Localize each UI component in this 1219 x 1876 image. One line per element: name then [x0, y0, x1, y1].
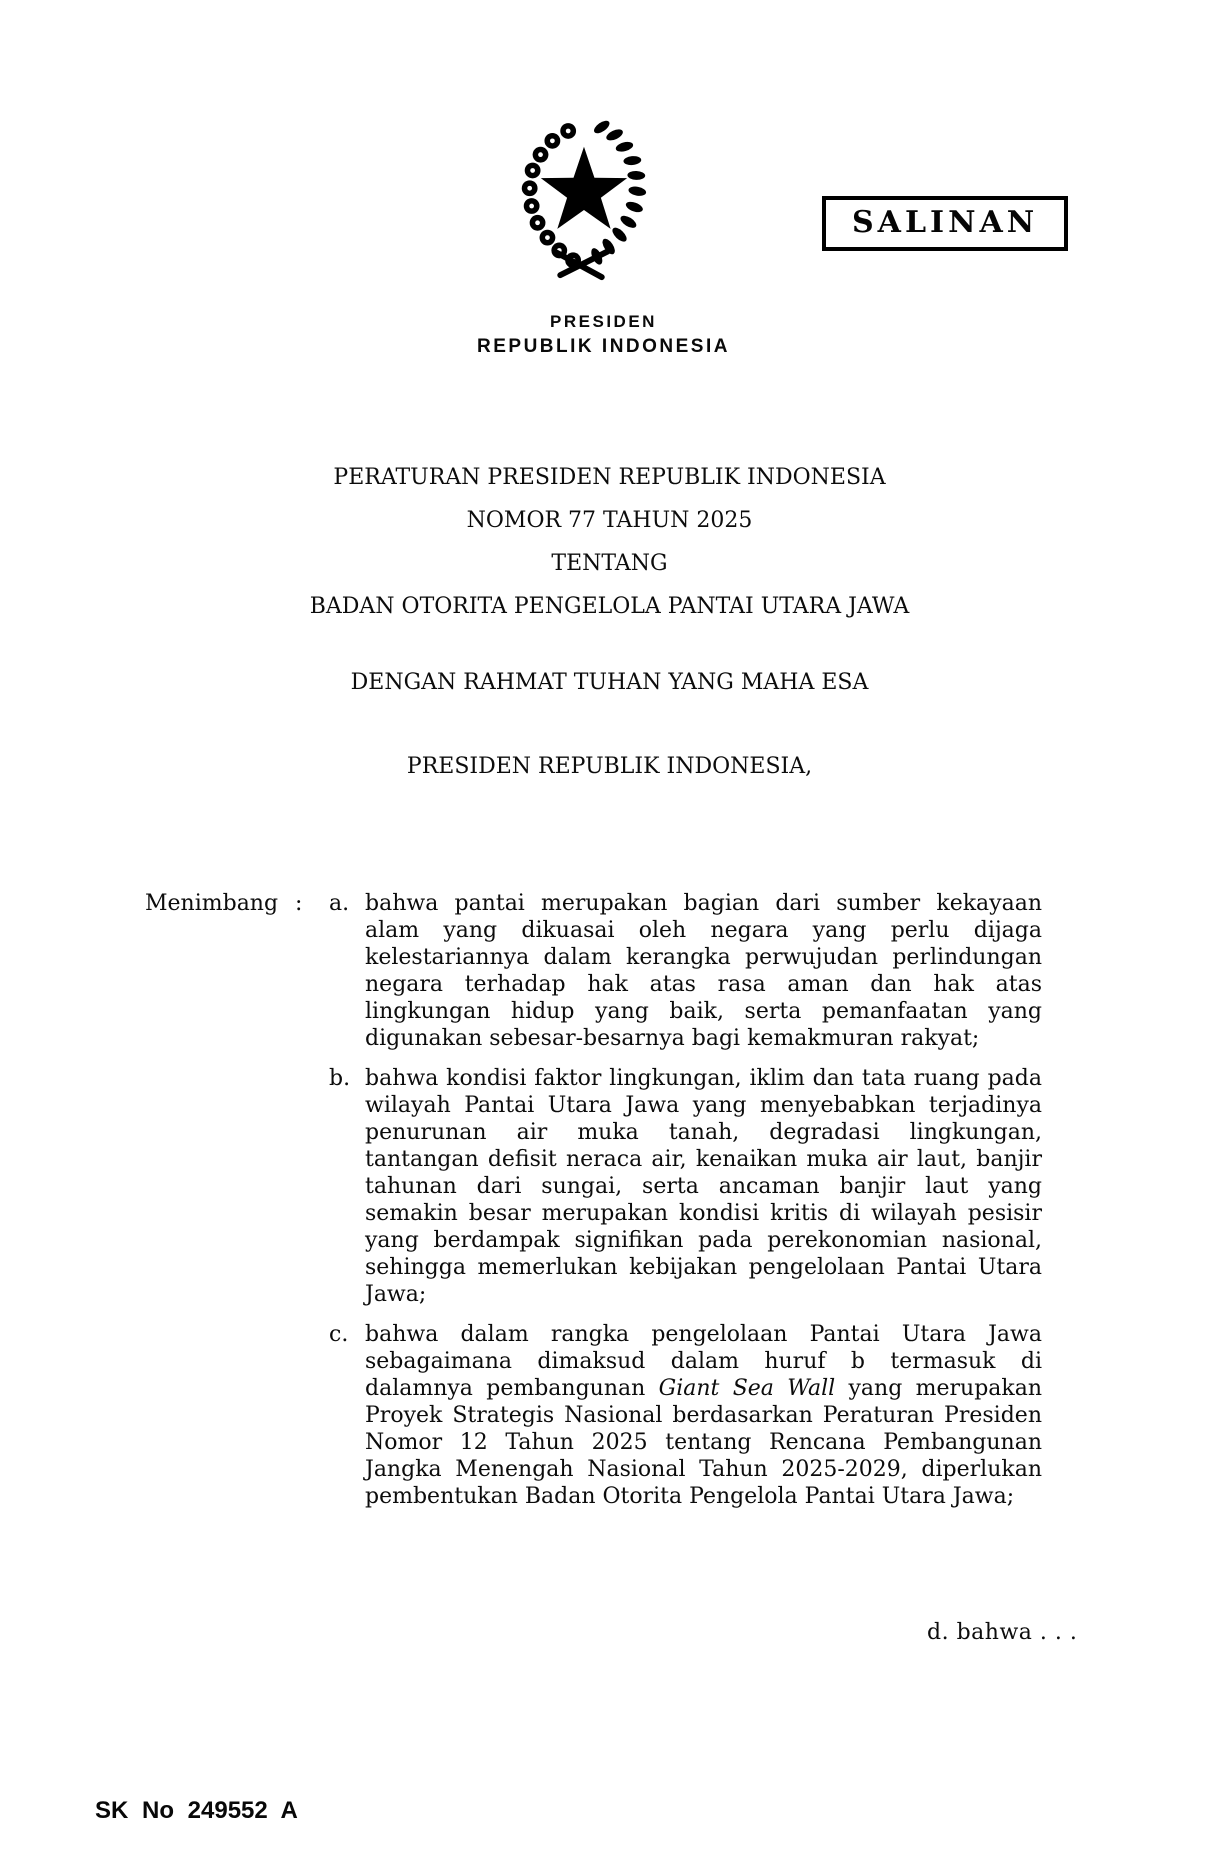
letterhead	[0, 310, 1207, 360]
considering-label: Menimbang	[145, 891, 279, 916]
star-icon	[541, 147, 627, 229]
state-emblem-icon	[503, 112, 661, 302]
item-text-after: yang merupakan Proyek Strategis Nasional berdasarkan Peraturan Presiden Nomor 12 Tahun 2025 tentang Rencana Pembangunan Jangka Menengah Nasional Tahun 2025-2029, diperlukan pembentukan Badan Otorita Pengelola Pantai Utara Jawa;	[365, 1376, 1043, 1509]
authority-line: PRESIDEN REPUBLIK INDONESIA,	[406, 754, 813, 779]
salinan-stamp: SALINAN	[822, 196, 1068, 251]
item-text	[365, 1321, 1042, 1510]
title-line-2: NOMOR 77 TAHUN 2025	[466, 508, 753, 533]
title-line-1: PERATURAN PRESIDEN REPUBLIK INDONESIA	[333, 465, 886, 490]
considering-colon: :	[295, 891, 303, 916]
title-line-3: TENTANG	[551, 551, 668, 576]
item-marker: c.	[329, 1322, 349, 1347]
considering-items	[329, 890, 1085, 1510]
item-text: bahwa kondisi faktor lingkungan, iklim dan tata ruang pada wilayah Pantai Utara Jawa yang menyebabkan terjadinya penurunan air muka tanah, degradasi lingkungan, tantangan defisit neraca air, kenaikan muka air laut, banjir tahunan dari sungai, serta ancaman banjir laut yang semakin besar merupakan kondisi kritis di wilayah pesisir yang berdampak signifikan pada perekonomian nasional, sehingga memerlukan kebijakan pengelolaan Pantai Utara Jawa;	[365, 1066, 1042, 1307]
letterhead-presiden: PRESIDEN	[550, 312, 657, 331]
considering-section	[145, 890, 1085, 1510]
invocation-line: DENGAN RAHMAT TUHAN YANG MAHA ESA	[350, 670, 869, 695]
considering-item-a	[329, 890, 1085, 1052]
item-text-italic: Giant Sea Wall	[658, 1376, 836, 1401]
sk-number: SK No 249552 A	[95, 1797, 298, 1824]
catchword: d. bahwa . . .	[927, 1620, 1078, 1645]
letterhead-republik-indonesia: REPUBLIK INDONESIA	[477, 336, 730, 357]
title-line-4: BADAN OTORITA PENGELOLA PANTAI UTARA JAWA	[309, 594, 910, 619]
item-text-before: bahwa dalam rangka pengelolaan Pantai Utara Jawa sebagaimana dimaksud dalam huruf b termasuk di dalamnya pembangunan	[365, 1322, 1042, 1401]
considering-item-b	[329, 1065, 1085, 1308]
item-marker: a.	[329, 891, 350, 916]
item-text: bahwa pantai merupakan bagian dari sumber kekayaan alam yang dikuasai oleh negara yang perlu dijaga kelestariannya dalam kerangka perwujudan perlindungan negara terhadap hak atas rasa aman dan hak atas lingkungan hidup yang baik, serta pemanfaatan yang digunakan sebesar-besarnya bagi kemakmuran rakyat;	[365, 891, 1042, 1051]
item-marker: b.	[329, 1066, 351, 1091]
regulation-title	[0, 456, 1219, 628]
considering-item-c	[329, 1321, 1085, 1510]
